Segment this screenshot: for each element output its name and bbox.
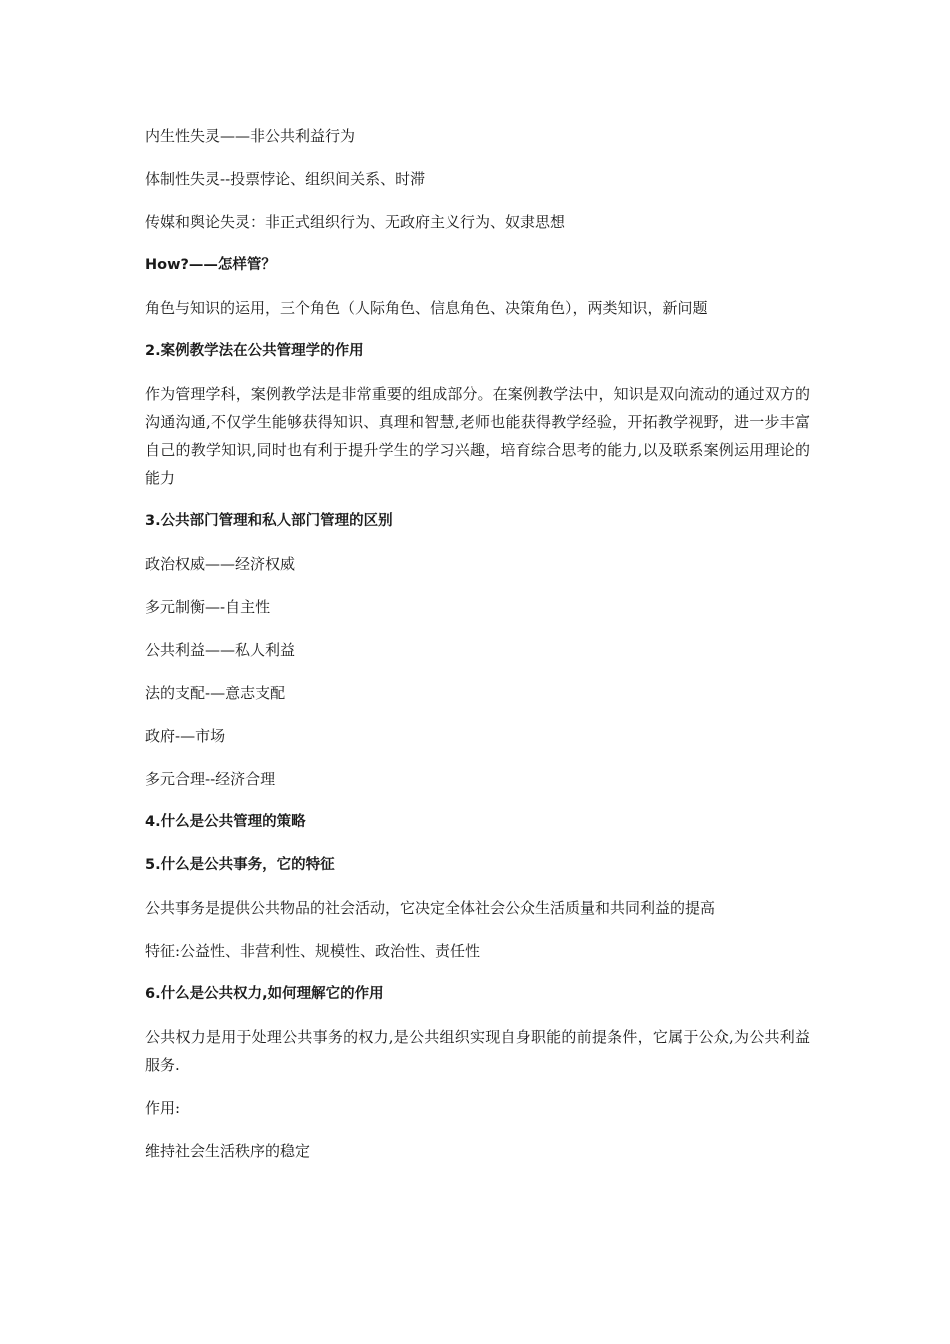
paragraph-public-affairs-definition: 公共事务是提供公共物品的社会活动，它决定全体社会公众生活质量和共同利益的提高 <box>145 899 716 917</box>
heading-how: How?——怎样管？ <box>145 257 276 273</box>
heading-public-affairs: 5.什么是公共事务，它的特征 <box>145 857 335 873</box>
heading-case-teaching: 2.案例教学法在公共管理学的作用 <box>145 343 364 359</box>
paragraph-case-teaching: 作为管理学科，案例教学法是非常重要的组成部分。在案例教学法中，知识是双向流动的通过双方的沟通沟通,不仅学生能够获得知识、真理和智慧,老师也能获得教学经验，开拓教学视野，进一步丰富自己的教学知识,同时也有利于提升学生的学习兴趣，培育综合思考的能力,以及联系案例运用理论的能力 <box>145 385 810 487</box>
paragraph-public-power-definition: 公共权力是用于处理公共事务的权力,是公共组织实现自身职能的前提条件，它属于公众,为公共利益服务. <box>145 1028 810 1074</box>
paragraph-media-failure: 传媒和舆论失灵：非正式组织行为、无政府主义行为、奴隶思想 <box>145 213 566 231</box>
document-page <box>145 122 810 1180</box>
heading-public-power: 6.什么是公共权力,如何理解它的作用 <box>145 986 384 1002</box>
paragraph-roles-knowledge: 角色与知识的运用，三个角色（人际角色、信息角色、决策角色），两类知识，新问题 <box>145 299 708 317</box>
list-item-difference-6: 多元合理--经济合理 <box>145 770 276 788</box>
list-item-difference-1: 政治权威——经济权威 <box>145 555 296 573</box>
list-item-difference-4: 法的支配-—意志支配 <box>145 684 286 702</box>
paragraph-function-label: 作用: <box>145 1099 181 1117</box>
list-item-difference-5: 政府-—市场 <box>145 727 226 745</box>
heading-public-private-difference: 3.公共部门管理和私人部门管理的区别 <box>145 513 393 529</box>
list-item-difference-2: 多元制衡—-自主性 <box>145 598 271 616</box>
paragraph-institutional-failure: 体制性失灵--投票悖论、组织间关系、时滞 <box>145 170 426 188</box>
paragraph-public-affairs-features: 特征:公益性、非营利性、规模性、政治性、责任性 <box>145 942 481 960</box>
heading-strategy: 4.什么是公共管理的策略 <box>145 814 306 830</box>
paragraph-endogenous-failure: 内生性失灵——非公共利益行为 <box>145 127 356 145</box>
list-item-difference-3: 公共利益——私人利益 <box>145 641 296 659</box>
paragraph-function-1: 维持社会生活秩序的稳定 <box>145 1142 311 1160</box>
